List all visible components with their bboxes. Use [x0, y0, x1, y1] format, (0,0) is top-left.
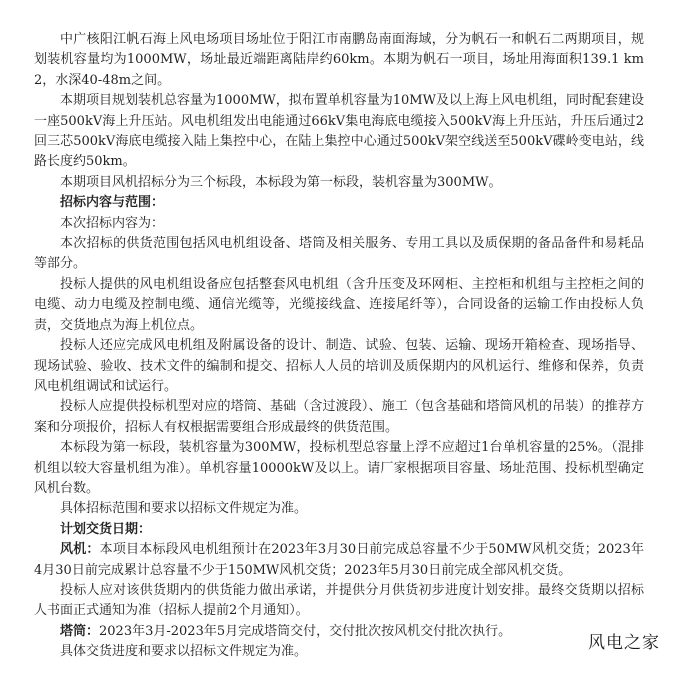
paragraph-turbine-equipment: 投标人提供的风电机组设备应包括整套风电机组（含升压变及环网柜、主控柜和机组与主控柜之间的电缆、动力电缆及控制电缆、通信光缆等，光缆接线盒、连接尾纤等），合同设备的运输工作由投标人负责，交货地点为海上机位点。 [34, 276, 644, 333]
paragraph-turbine-delivery [34, 540, 644, 581]
watermark-logo-text: 风电之家 [588, 633, 660, 653]
paragraph-supply-commitment: 投标人应对该供货期内的供货能力做出承诺，并提供分月供货初步进度计划安排。最终交货期以招标人书面正式通知为准（招标人提前2个月通知）。 [34, 582, 644, 619]
paragraph-delivery-note: 具体交货进度和要求以招标文件规定为准。 [60, 644, 308, 660]
text-turbine-delivery: 本项目本标段风电机组预计在2023年3月30日前完成总容量不少于50MW风机交货；2023年4月30日前完成累计总容量不少于150MW风机交货；2023年5月30日前完成全部风机交货。 [34, 542, 644, 578]
paragraph-scope-intro: 本次招标内容为： [60, 215, 165, 231]
label-tower: 塔筒： [60, 623, 100, 639]
paragraph-lot-division: 本期项目风机招标分为三个标段，本标段为第一标段，装机容量为300MW。 [60, 174, 502, 190]
paragraph-lot-capacity: 本标段为第一标段，装机容量为300MW，投标机型总容量上浮不应超过1台单机容量的25%。（混排机组以较大容量机组为准）。单机容量10000kW及以上。请厂家根据项目容量、场址范围、投标机型确定风机台数。 [34, 440, 644, 496]
paragraph-project-location: 中广核阳江帆石海上风电场项目场址位于阳江市南鹏岛南面海域，分为帆石一和帆石二两期项目，规划装机容量均为1000MW，场址最近端距离陆岸约60km。本期为帆石一项目，场址用海面积139.1 km2，水深40-48m之间。 [34, 32, 644, 88]
label-turbine: 风机： [60, 542, 100, 558]
paragraph-project-capacity: 本期项目规划装机总容量为1000MW，拟布置单机容量为10MW及以上海上风电机组，同时配套建设一座500kV海上升压站。风电机组发出电能通过66kV集电海底电缆接入500kV海上升压站，升压后通过2回三芯500kV海底电缆接入陆上集控中心，在陆上集控中心通过500kV架空线送至500kV碟岭变电站，线路长度约50km。 [34, 93, 644, 170]
text-tower-delivery: 2023年3月-2023年5月完成塔筒交付，交付批次按风机交付批次执行。 [99, 623, 512, 639]
paragraph-scope-note: 具体招标范围和要求以招标文件规定为准。 [60, 501, 308, 517]
paragraph-tower-delivery [34, 622, 644, 642]
paragraph-services: 投标人还应完成风电机组及附属设备的设计、制造、试验、包装、运输、现场开箱检查、现场指导、现场试验、验收、技术文件的编制和提交、招标人人员的培训及质保期内的风机运行、维修和保养，负责风电机组调试和试运行。 [34, 338, 644, 394]
document-body [34, 30, 644, 663]
heading-scope: 招标内容与范围： [60, 195, 165, 211]
heading-delivery: 计划交货日期： [60, 521, 152, 537]
paragraph-tower-foundation: 投标人应提供投标机型对应的塔筒、基础（含过渡段）、施工（包含基础和塔筒风机的吊装）的推荐方案和分项报价，招标人有权根据需要组合形成最终的供货范围。 [34, 399, 644, 435]
paragraph-supply-scope: 本次招标的供货范围包括风电机组设备、塔筒及相关服务、专用工具以及质保期的备品备件和易耗品等部分。 [34, 236, 644, 272]
